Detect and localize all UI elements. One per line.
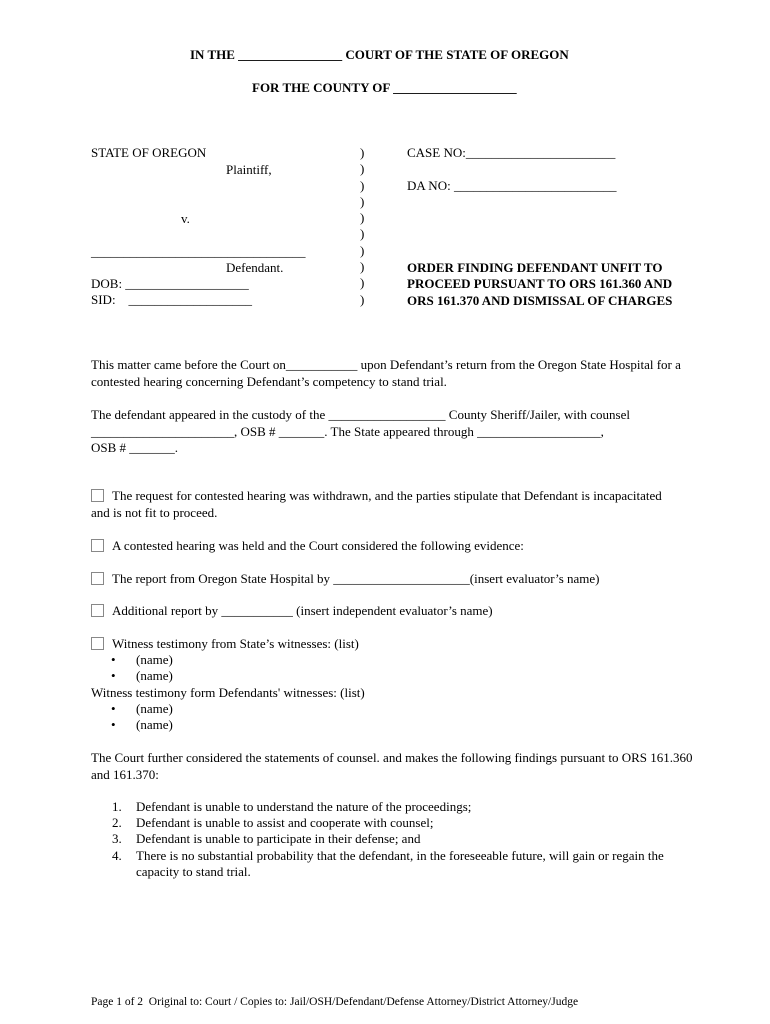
order-title-line-1: ORDER FINDING DEFENDANT UNFIT TO: [407, 260, 663, 275]
paren: ): [360, 226, 365, 242]
paren: ): [360, 177, 365, 193]
paragraph-hearing: This matter came before the Court on___________ upon Defendant’s return from the Oregon State Hospital for a contested hearing concerning Defendant’s competency to stand trial.: [91, 357, 681, 389]
custody-line-3: OSB # _______.: [91, 440, 179, 455]
osh-report-checkbox[interactable]: [91, 572, 104, 585]
paren: ): [360, 193, 365, 209]
withdrawn-text-line-2: and is not fit to proceed.: [91, 505, 218, 520]
paren: ): [360, 210, 365, 226]
contested-text: A contested hearing was held and the Court considered the following evidence:: [112, 538, 524, 553]
state-witness-text: Witness testimony from State’s witnesses: (list): [112, 636, 359, 651]
caption-paren-column: [360, 145, 364, 308]
custody-line-2: ______________________, OSB # _______. The State appeared through ___________________,: [91, 424, 604, 439]
additional-report-checkbox[interactable]: [91, 604, 104, 617]
county-heading: FOR THE COUNTY OF ___________________: [252, 80, 517, 95]
paren: ): [360, 275, 365, 291]
caption-state: STATE OF OREGON: [91, 145, 207, 160]
paren: ): [360, 291, 365, 307]
caption-defendant-blank: _________________________________: [91, 244, 306, 259]
additional-report-text: Additional report by ___________ (insert independent evaluator’s name): [112, 603, 493, 618]
additional-report-option: [91, 603, 493, 619]
caption-defendant: Defendant.: [226, 260, 284, 275]
osh-report-text: The report from Oregon State Hospital by _____________________(insert evaluator’s name): [112, 571, 600, 586]
paragraph-findings: The Court further considered the statements of counsel. and makes the following findings pursuant to ORS 161.360 and 161.370:: [91, 750, 693, 782]
case-number: CASE NO:_______________________: [407, 145, 616, 160]
paren: ): [360, 259, 365, 275]
document-page: IN THE ________________ COURT OF THE STATE OF OREGON FOR THE COUNTY OF ___________________ STATE OF OREGON Plaintiff, v. _________________________________ Defendant. DOB: ___________________ SID: ___________________ ) ) ) ) ) ) ) ) ) ) CASE NO:_______________________ DA NO: _________________________ ORDER FINDING DEFENDANT UNFIT TO PROCEED PURSUANT TO ORS 161.360 AND ORS 161.370 AND DISMISSAL OF CHARGES This matter came before the Court on___________ upon Defendant’s return from the Oregon State Hospital for a contested hearing concerning Defendant’s competency to stand trial. The defendant appeared in the custody of the __________________ County Sheriff/Jailer, with counsel ______________________, OSB # _______. The State appeared through ___________________, OSB # _______. The request for contested hearing was withdrawn, and the parties stipulate that Defendant is incapacitated and is not fit to proceed. A contested hearing was held and the Court considered the following evidence: The report from Oregon State Hospital by _____________________(insert evaluator’s name) Additional report by ___________ (insert independent evaluator’s name) Witness testimony from State’s witnesses: (list) • (name) • (name) Witness testimony form Defendants' witnesses: (list) • (name) • (name) The Court further considered the statements of counsel. and makes the following findings pursuant to ORS 161.360 and 161.370: 1. Defendant is unable to understand the nature of the proceedings; 2. Defendant is unable to assist and cooperate with counsel; 3. Defendant is unable to participate in their defense; and 4. There is no substantial probability that the defendant, in the foreseeable future, will gain or regain the capacity to stand trial. Page 1 of 2 Original to: Court / Copies to: Jail/OSH/Defendant/Defense Attorney/District Attorney/Judge: [0, 0, 770, 1024]
caption-dob: DOB: ___________________: [91, 276, 249, 291]
caption-sid: SID: ___________________: [91, 292, 253, 307]
defendant-witness-text: Witness testimony form Defendants' witnesses: (list): [91, 685, 365, 700]
contested-checkbox[interactable]: [91, 539, 104, 552]
order-title-line-2: PROCEED PURSUANT TO ORS 161.360 AND: [407, 276, 673, 291]
paren: ): [360, 161, 365, 177]
withdrawn-option: [91, 488, 662, 504]
state-witness-option: [91, 636, 359, 652]
caption-plaintiff: Plaintiff,: [226, 162, 272, 177]
custody-line-1: The defendant appeared in the custody of the __________________ County Sheriff/Jailer, with counsel: [91, 407, 630, 422]
da-number: DA NO: _________________________: [407, 178, 617, 193]
page-footer: Page 1 of 2 Original to: Court / Copies to: Jail/OSH/Defendant/Defense Attorney/District Attorney/Judge: [91, 996, 579, 1008]
osh-report-option: [91, 571, 600, 587]
state-witness-checkbox[interactable]: [91, 637, 104, 650]
finding-item-continuation: capacity to stand trial.: [136, 864, 251, 879]
withdrawn-checkbox[interactable]: [91, 489, 104, 502]
caption-versus: v.: [181, 211, 190, 226]
paren: ): [360, 242, 365, 258]
court-heading: IN THE ________________ COURT OF THE STATE OF OREGON: [190, 47, 569, 62]
paren: ): [360, 145, 365, 160]
withdrawn-text-line-1: The request for contested hearing was withdrawn, and the parties stipulate that Defendant is incapacitated: [112, 488, 662, 503]
contested-option: [91, 538, 524, 554]
order-title-line-3: ORS 161.370 AND DISMISSAL OF CHARGES: [407, 293, 673, 308]
